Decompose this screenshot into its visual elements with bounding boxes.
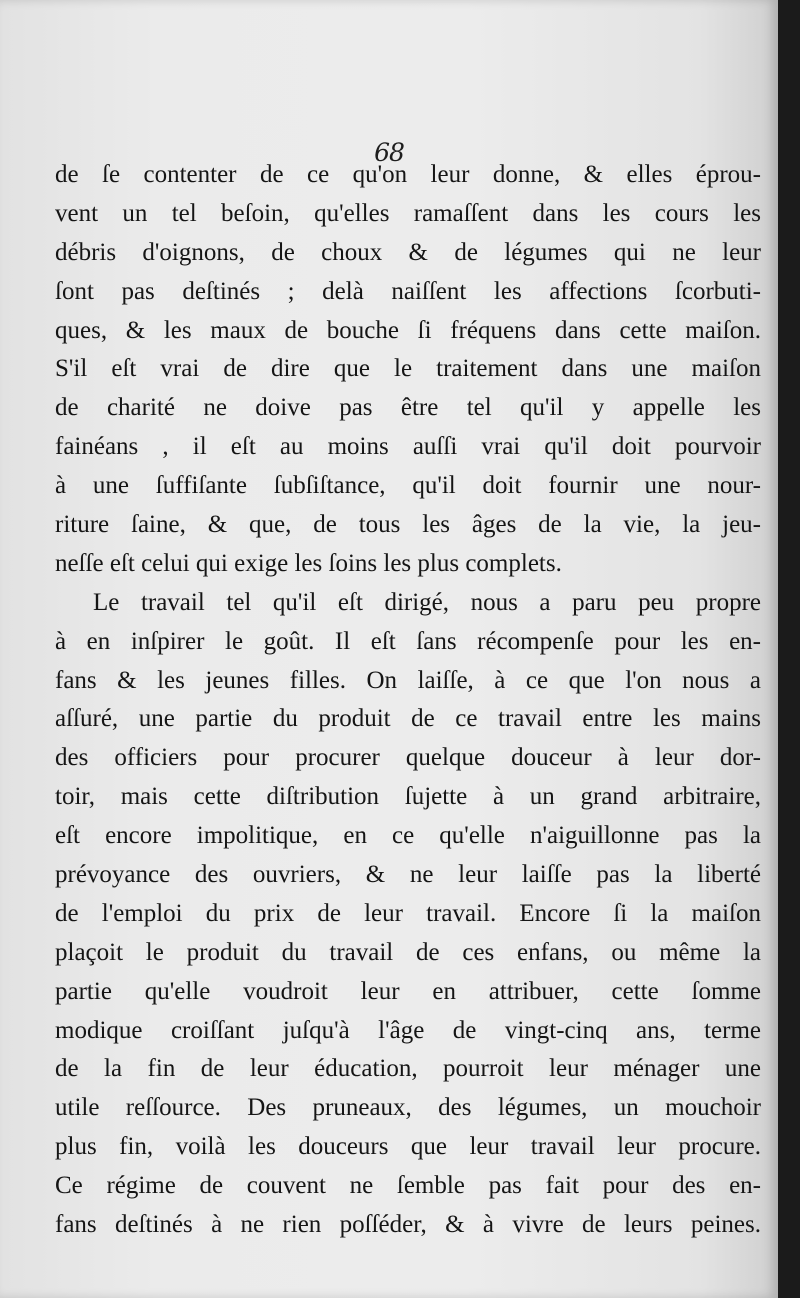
text-line: Le travail tel qu'il eſt dirigé, nous a paru peu propre: [93, 588, 761, 616]
body-text: [55, 156, 761, 1245]
text-line: ſont pas deſtinés ; delà naiſſent les affections ſcorbuti-: [55, 277, 761, 305]
text-line: aſſuré, une partie du produit de ce travail entre les mains: [55, 705, 761, 733]
text-line: modique croiſſant juſqu'à l'âge de vingt-cinq ans, terme: [55, 1016, 761, 1044]
text-line: fainéans , il eſt au moins auſſi vrai qu'il doit pourvoir: [55, 433, 761, 461]
text-line: ques, & les maux de bouche ſi fréquens dans cette maiſon.: [55, 316, 761, 344]
text-line: riture ſaine, & que, de tous les âges de la vie, la jeu-: [55, 511, 761, 539]
text-line: fans deſtinés à ne rien poſſéder, & à vivre de leurs peines.: [55, 1211, 761, 1239]
text-line: prévoyance des ouvriers, & ne leur laiſſe pas la liberté: [55, 861, 761, 889]
text-line: de charité ne doive pas être tel qu'il y appelle les: [55, 394, 761, 422]
text-line: à en inſpirer le goût. Il eſt ſans récompenſe pour les en-: [55, 627, 761, 655]
text-line: de ſe contenter de ce qu'on leur donne, & elles éprou-: [55, 161, 761, 188]
text-line: utile reſſource. Des pruneaux, des légumes, un mouchoir: [55, 1094, 761, 1122]
text-line: vent un tel beſoin, qu'elles ramaſſent dans les cours les: [55, 199, 761, 227]
text-line: neſſe eſt celui qui exige les ſoins les plus complets.: [55, 549, 562, 577]
page-number: 68: [374, 138, 404, 167]
text-line: toir, mais cette diſtribution ſujette à un grand arbitraire,: [55, 783, 761, 811]
text-line: plaçoit le produit du travail de ces enfans, ou même la: [55, 938, 761, 966]
text-line: de la fin de leur éducation, pourroit leur ménager une: [55, 1055, 761, 1083]
text-line: eſt encore impolitique, en ce qu'elle n'aiguillonne pas la: [55, 822, 761, 850]
text-line: des officiers pour procurer quelque douceur à leur dor-: [55, 744, 761, 772]
text-line: partie qu'elle voudroit leur en attribuer, cette ſomme: [55, 977, 761, 1005]
text-line: à une ſuffiſante ſubſiſtance, qu'il doit fournir une nour-: [55, 472, 761, 500]
text-line: plus fin, voilà les douceurs que leur travail leur procure.: [55, 1133, 761, 1161]
text-line: Ce régime de couvent ne ſemble pas fait pour des en-: [55, 1172, 761, 1200]
text-line: de l'emploi du prix de leur travail. Encore ſi la maiſon: [55, 899, 761, 927]
text-line: débris d'oignons, de choux & de légumes qui ne leur: [55, 238, 761, 266]
text-line: fans & les jeunes filles. On laiſſe, à ce que l'on nous a: [55, 666, 761, 694]
text-line: S'il eſt vrai de dire que le traitement dans une maiſon: [55, 355, 761, 383]
